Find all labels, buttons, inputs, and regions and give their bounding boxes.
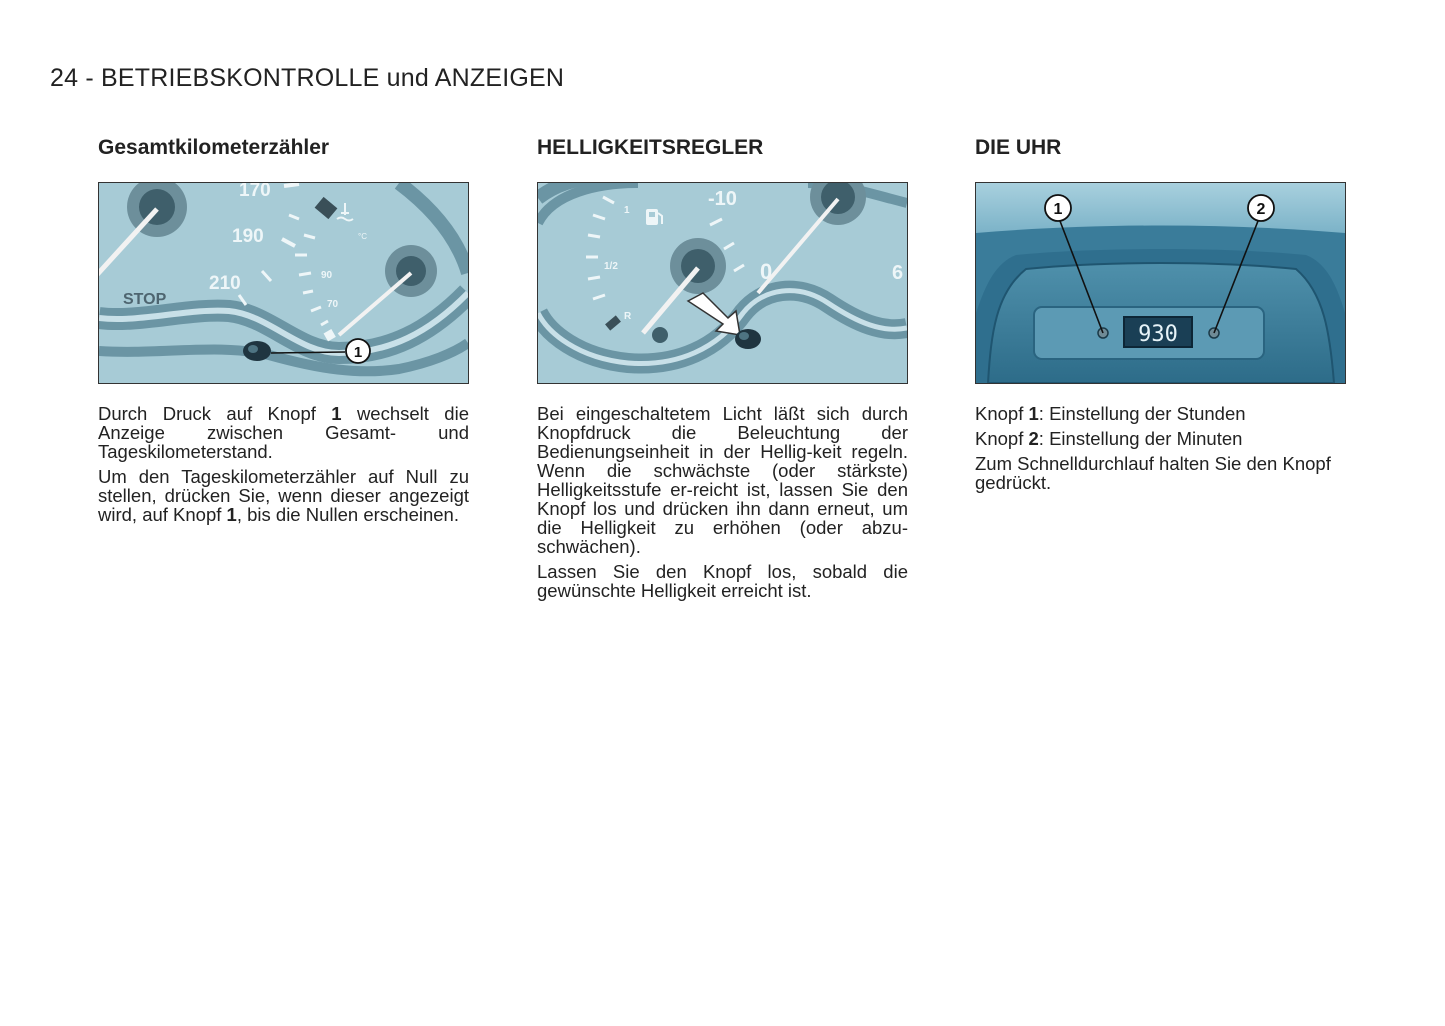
knob-number: 2	[1028, 428, 1039, 449]
fuel-label-half: 1/2	[604, 261, 618, 272]
clock-figure	[975, 182, 1346, 384]
clock-illustration	[976, 183, 1345, 383]
section-title-odometer: Gesamtkilometerzähler	[98, 136, 330, 159]
rpm-label-0: 0	[760, 259, 773, 284]
text-span: Um den Tageskilometerzähler auf Null zu stellen, drücken Sie, wenn dieser angezeigt wird, auf Knopf	[98, 466, 469, 525]
page-title: 24 - BETRIEBSKONTROLLE und ANZEIGEN	[50, 64, 565, 92]
section-odometer	[98, 136, 469, 530]
odometer-description	[98, 404, 469, 524]
odometer-paragraph-2	[98, 467, 469, 524]
text-span: wechselt die Anzeige zwischen Gesamt- und Tageskilometerstand.	[98, 403, 469, 462]
section-clock	[975, 136, 1346, 498]
clock-paragraph-1	[975, 404, 1346, 423]
brightness-paragraph-1: Bei eingeschaltetem Licht läßt sich durch Knopfdruck die Beleuchtung der Bedienungseinheit in der Hellig-keit regeln. Wenn die schwächste (oder stärkste) Helligkeitsstufe er-reicht ist, lassen Sie den Knopf los und drücken ihn dann erneut, um die Helligkeit zu erhöhen (oder abzu-schwächen).	[537, 403, 908, 557]
fuel-label-full: 1	[624, 205, 630, 216]
text-span: : Einstellung der Minuten	[1038, 428, 1243, 449]
rpm-label-6: 6	[892, 262, 904, 284]
temp-unit: °C	[358, 232, 367, 241]
odometer-illustration	[99, 183, 468, 383]
brightness-knob	[735, 329, 761, 349]
text-span: Durch Druck auf Knopf	[98, 403, 332, 424]
knob-number: 1	[331, 403, 342, 424]
text-span: Knopf	[975, 428, 1029, 449]
text-span: , bis die Nullen erscheinen.	[236, 504, 459, 525]
clock-description	[975, 404, 1346, 492]
stop-label: STOP	[123, 291, 167, 308]
temp-label-70: 70	[327, 299, 339, 310]
knob-number: 1	[226, 504, 237, 525]
section-brightness	[537, 136, 908, 606]
speed-label-170: 170	[239, 183, 271, 201]
brightness-illustration	[538, 183, 907, 383]
section-title-brightness: HELLIGKEITSREGLER	[537, 136, 764, 159]
brightness-description	[537, 404, 908, 600]
callout-2-label: 2	[1256, 201, 1266, 218]
clock-time: 930	[1138, 322, 1178, 347]
speed-label-190: 190	[232, 226, 264, 247]
brightness-paragraph-2: Lassen Sie den Knopf los, sobald die gewünschte Helligkeit erreicht ist.	[537, 561, 908, 601]
section-title-clock: DIE UHR	[975, 136, 1062, 159]
odometer-paragraph-1	[98, 404, 469, 461]
rpm-label-minus10: -10	[708, 188, 737, 210]
text-span: Knopf	[975, 403, 1029, 424]
clock-paragraph-3: Zum Schnelldurchlauf halten Sie den Knopf gedrückt.	[975, 453, 1331, 493]
clock-paragraph-2	[975, 429, 1346, 448]
temp-label-90: 90	[321, 270, 333, 281]
text-span: : Einstellung der Stunden	[1038, 403, 1246, 424]
knob-number: 1	[1028, 403, 1039, 424]
brightness-figure	[537, 182, 908, 384]
odometer-figure	[98, 182, 469, 384]
callout-1-label: 1	[353, 344, 363, 361]
speed-label-210: 210	[209, 273, 241, 294]
fuel-label-reserve: R	[624, 311, 632, 322]
callout-1-label: 1	[1053, 201, 1063, 218]
